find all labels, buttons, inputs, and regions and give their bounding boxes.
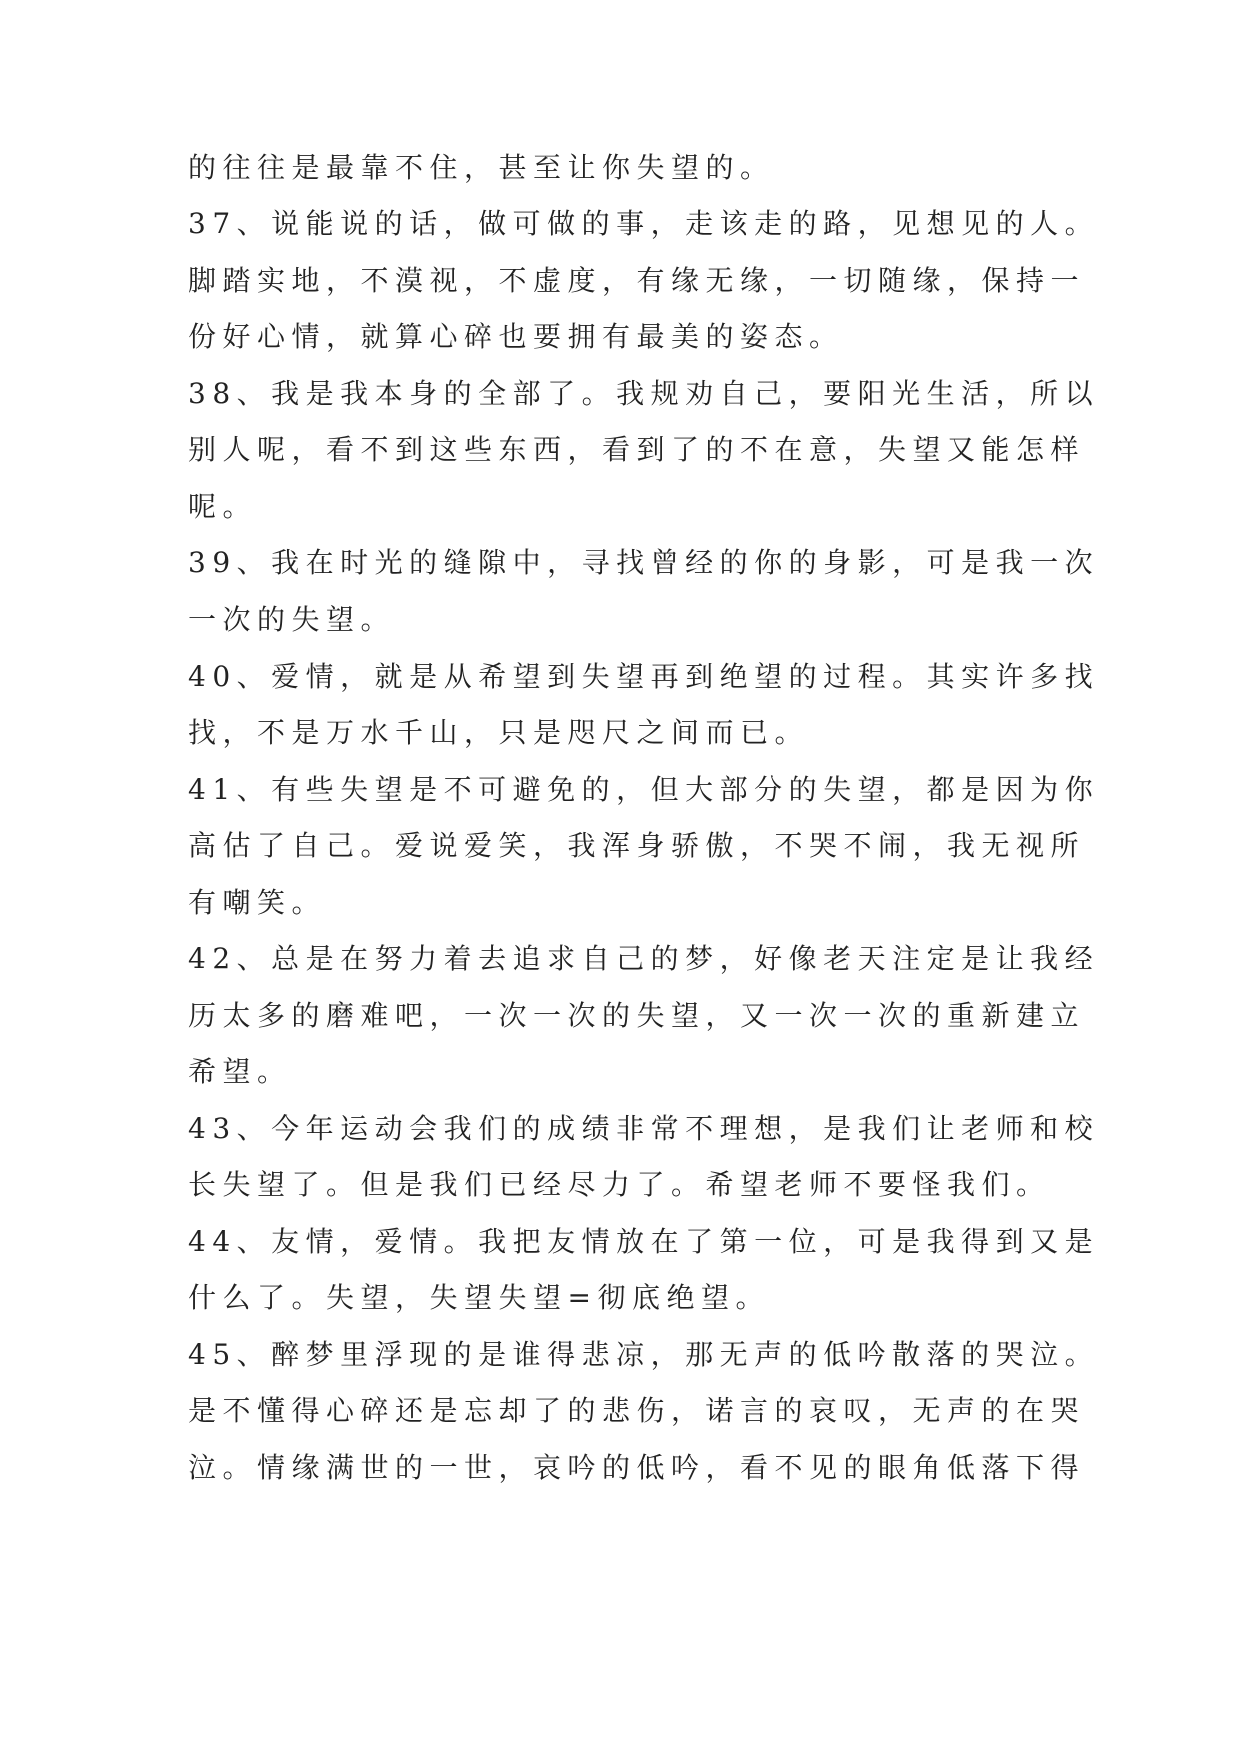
text-line: 别人呢，看不到这些东西，看到了的不在意，失望又能怎样 bbox=[188, 433, 1086, 466]
text-line: 42、总是在努力着去追求自己的梦，好像老天注定是让我经 bbox=[188, 942, 1100, 975]
text-line: 脚踏实地，不漠视，不虚度，有缘无缘，一切随缘，保持一 bbox=[188, 264, 1086, 297]
text-line: 泣。情缘满世的一世，哀吟的低吟，看不见的眼角低落下得 bbox=[188, 1451, 1086, 1484]
text-line: 40、爱情，就是从希望到失望再到绝望的过程。其实许多找 bbox=[188, 660, 1100, 693]
text-line: 是不懂得心碎还是忘却了的悲伤，诺言的哀叹，无声的在哭 bbox=[188, 1394, 1086, 1427]
text-line: 份好心情，就算心碎也要拥有最美的姿态。 bbox=[188, 320, 844, 353]
text-line: 43、今年运动会我们的成绩非常不理想，是我们让老师和校 bbox=[188, 1112, 1100, 1145]
text-line: 希望。 bbox=[188, 1055, 292, 1088]
text-line: 找，不是万水千山，只是咫尺之间而已。 bbox=[188, 716, 810, 749]
text-line: 44、友情，爱情。我把友情放在了第一位，可是我得到又是 bbox=[188, 1225, 1100, 1258]
text-line: 历太多的磨难吧，一次一次的失望，又一次一次的重新建立 bbox=[188, 999, 1086, 1032]
text-line: 高估了自己。爱说爱笑，我浑身骄傲，不哭不闹，我无视所 bbox=[188, 829, 1086, 862]
text-line: 45、醉梦里浮现的是谁得悲凉，那无声的低吟散落的哭泣。 bbox=[188, 1338, 1100, 1371]
text-line: 长失望了。但是我们已经尽力了。希望老师不要怪我们。 bbox=[188, 1168, 1051, 1201]
text-line: 呢。 bbox=[188, 490, 258, 523]
text-line: 一次的失望。 bbox=[188, 603, 396, 636]
text-line: 38、我是我本身的全部了。我规劝自己，要阳光生活，所以 bbox=[188, 377, 1100, 410]
text-line: 什么了。失望，失望失望=彻底绝望。 bbox=[188, 1281, 770, 1314]
text-line: 39、我在时光的缝隙中，寻找曾经的你的身影，可是我一次 bbox=[188, 546, 1100, 579]
text-line: 有嘲笑。 bbox=[188, 886, 327, 919]
text-line: 的往往是最靠不住，甚至让你失望的。 bbox=[188, 151, 775, 184]
text-line: 37、说能说的话，做可做的事，走该走的路，见想见的人。 bbox=[188, 207, 1100, 240]
text-line: 41、有些失望是不可避免的，但大部分的失望，都是因为你 bbox=[188, 773, 1100, 806]
